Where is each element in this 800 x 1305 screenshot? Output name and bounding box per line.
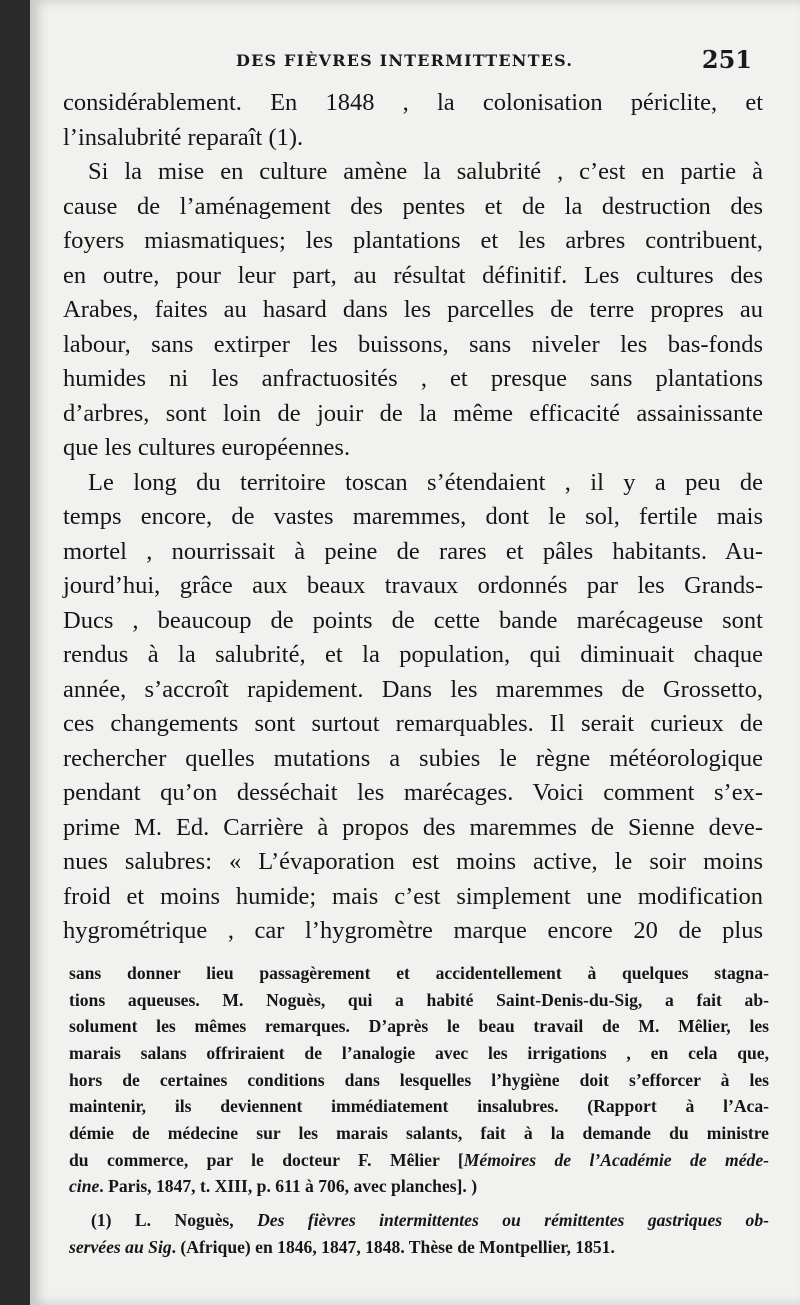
footnote-line: tions aqueuses. M. Noguès, qui a habité Saint-Denis-du-Sig, a fait ab- — [69, 989, 769, 1010]
text-line: rechercher quelles mutations a subies le règne météorologique — [63, 744, 763, 772]
text-line: Arabes, faites au hasard dans les parcelles de terre propres au — [63, 296, 763, 323]
footnotes — [69, 960, 769, 1260]
text-line: que les cultures européennes. — [63, 434, 351, 461]
footnote-line: sans donner lieu passagèrement et accidentellement à quelques stagna- — [69, 963, 769, 983]
text-line: foyers miasmatiques; les plantations et les arbres contribuent, — [63, 227, 763, 254]
running-title: DES FIÈVRES INTERMITTENTES. — [236, 51, 574, 70]
main-text — [63, 86, 763, 949]
footnote-continuation — [69, 960, 769, 1147]
text-line: hygrométrique , car l’hygromètre marque encore 20 de plus — [63, 917, 763, 944]
text-line: d’arbres, sont loin de jouir de la même efficacité assainissante — [63, 399, 763, 427]
page-number: 251 — [701, 45, 752, 74]
text-line: pendant qu’on desséchait les marécages. Voici comment s’ex- — [63, 779, 763, 806]
text-line: temps encore, de vastes maremmes, dont le sol, fertile mais — [63, 503, 763, 530]
text-line: ces changements sont surtout remarquables. Il serait curieux de — [63, 710, 763, 737]
footnote-1: (1) L. Noguès, Des fièvres intermittentes ou rémittentes gastriques ob- — [91, 1209, 769, 1230]
footnote-line: cine. Paris, 1847, t. XIII, p. 611 à 706, avec planches]. ) — [69, 1175, 478, 1196]
footnote-line: du commerce, par le docteur F. Mêlier [Mémoires de l’Académie de méde- — [69, 1149, 770, 1170]
footnote-line: marais salans offriraient de l’analogie avec les irrigations , en cela que, — [69, 1043, 769, 1064]
footnote-line: solument les mêmes remarques. D’après le beau travail de M. Mêlier, les — [69, 1016, 769, 1037]
text-line: froid et moins humide; mais c’est simplement une modification — [63, 882, 763, 910]
text-line: considérablement. En 1848 , la colonisation périclite, et — [63, 89, 763, 116]
text-line: humides ni les anfractuosités , et presque sans plantations — [63, 365, 763, 392]
footnote-1-cont: servées au Sig. (Afrique) en 1846, 1847, 1848. Thèse de Montpellier, 1851. — [69, 1236, 615, 1257]
text-line: l’insalubrité reparaît (1). — [63, 123, 304, 151]
text-line: jourd’hui, grâce aux beaux travaux ordonnés par les Grands- — [63, 572, 763, 599]
text-line: Le long du territoire toscan s’étendaient , il y a peu de — [88, 468, 763, 496]
text-line: prime M. Ed. Carrière à propos des maremmes de Sienne deve- — [63, 813, 763, 841]
footnote-line: hors de certaines conditions dans lesquelles l’hygiène doit s’efforcer à les — [69, 1069, 769, 1090]
text-line: mortel , nourrissait à peine de rares et pâles habitants. Au- — [63, 537, 763, 565]
text-line: nues salubres: « L’évaporation est moins active, le soir moins — [63, 848, 763, 875]
page-header — [30, 45, 800, 79]
text-line: Ducs , beaucoup de points de cette bande marécageuse sont — [63, 606, 763, 634]
text-line: Si la mise en culture amène la salubrité , c’est en partie à — [88, 158, 763, 185]
text-line: en outre, pour leur part, au résultat définitif. Les cultures des — [63, 261, 763, 289]
text-line: cause de l’aménagement des pentes et de la destruction des — [63, 192, 763, 220]
book-page — [30, 0, 800, 1305]
footnote-line: démie de médecine sur les marais salants, fait à la demande du ministre — [69, 1123, 769, 1144]
text-line: année, s’accroît rapidement. Dans les maremmes de Grossetto, — [63, 675, 763, 703]
text-line: rendus à la salubrité, et la population, qui diminuait chaque — [63, 641, 763, 668]
footnote-line: maintenir, ils deviennent immédiatement insalubres. (Rapport à l’Aca- — [69, 1096, 769, 1117]
text-line: labour, sans extirper les buissons, sans niveler les bas-fonds — [63, 330, 763, 358]
